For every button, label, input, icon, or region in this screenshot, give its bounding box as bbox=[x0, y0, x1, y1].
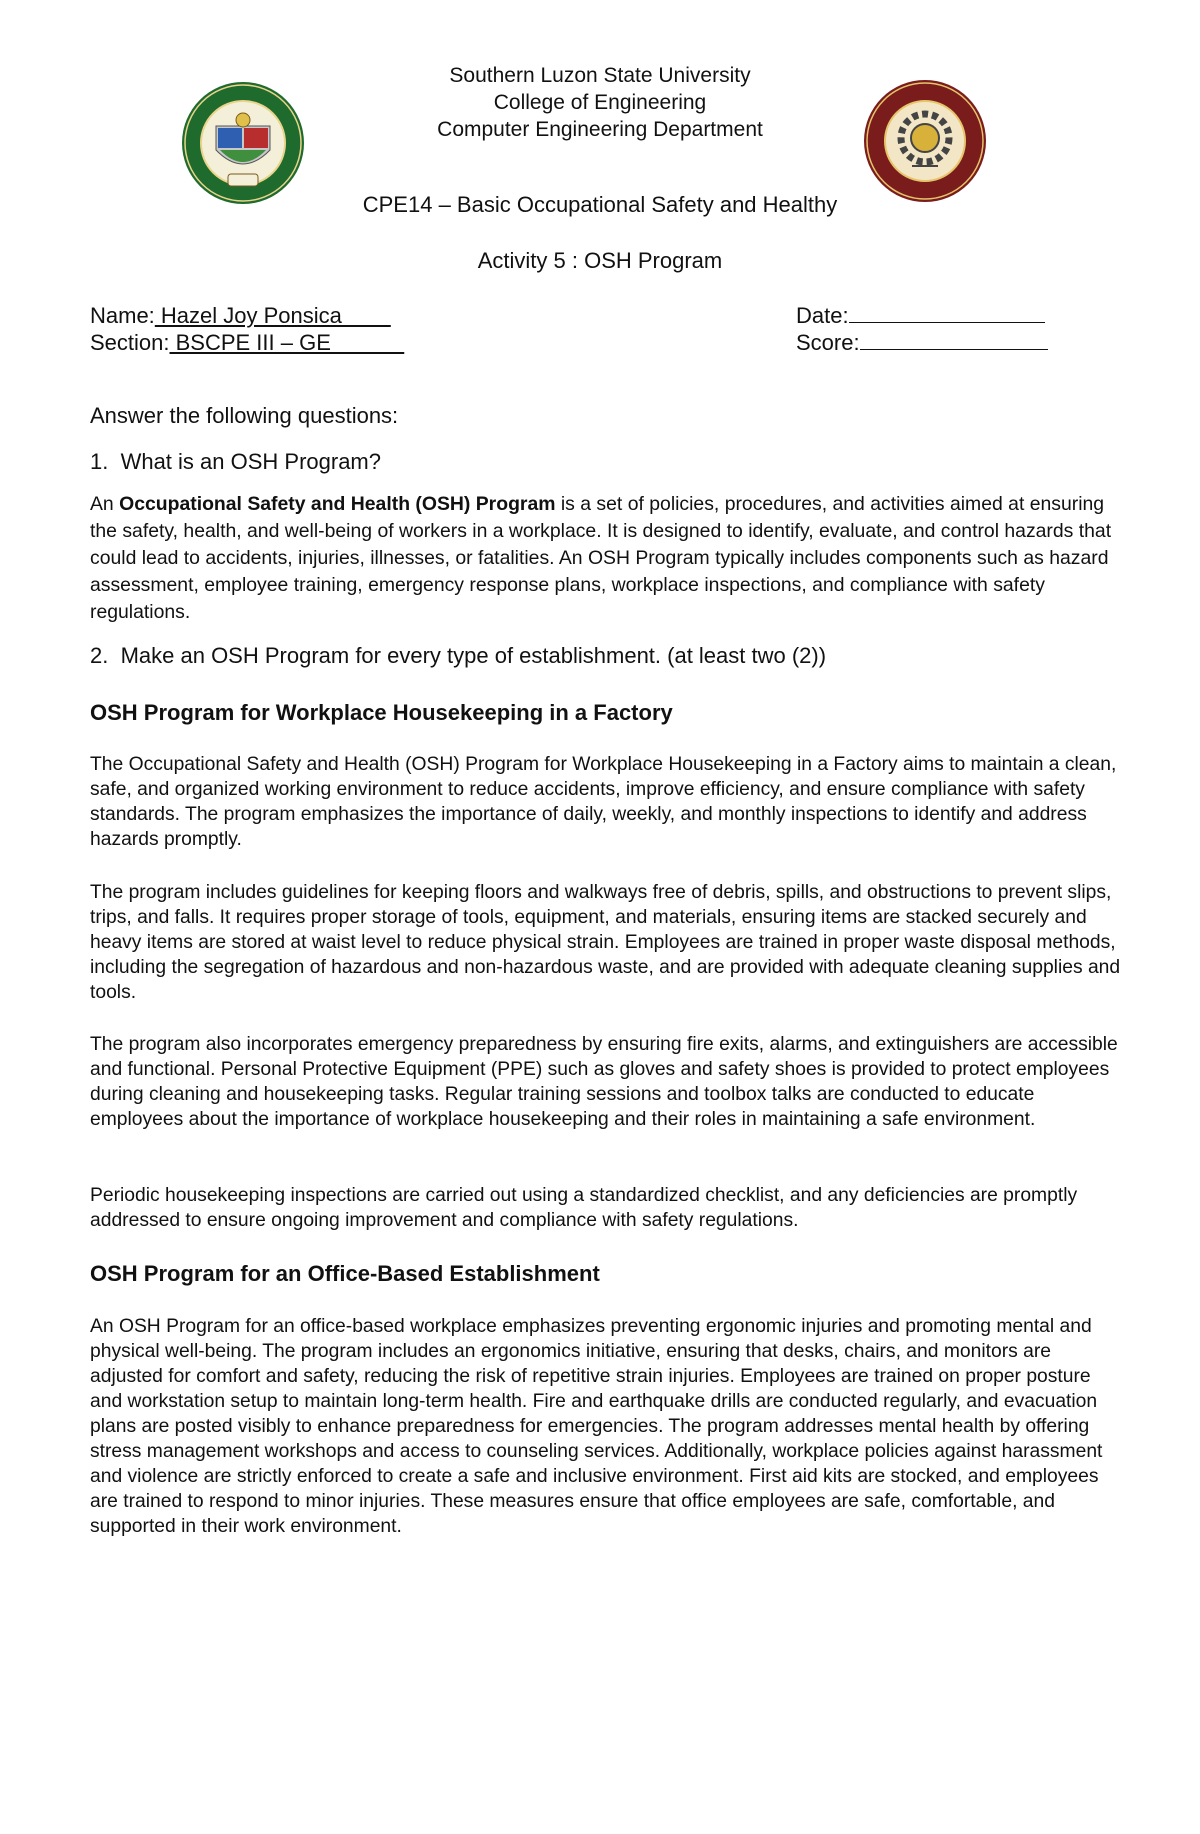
score-field bbox=[796, 330, 1048, 356]
section-1-heading: OSH Program for Workplace Housekeeping in a Factory bbox=[90, 700, 673, 725]
section-1-paragraph-2: The program includes guidelines for keeping floors and walkways free of debris, spills, and obstructions to prevent slips, trips, and falls. It requires proper storage of tools, equipment, and materials, ensuring items are stacked securely and heavy items are stored at waist level to reduce physical strain. Employees are trained in proper waste disposal methods, including the segregation of hazardous and non-hazardous waste, and are provided with adequate cleaning supplies and tools. bbox=[90, 882, 1121, 1003]
question-1: 1. What is an OSH Program? bbox=[90, 449, 381, 474]
section-1-paragraph-1: The Occupational Safety and Health (OSH) Program for Workplace Housekeeping in a Factory aims to maintain a clean, safe, and organized working environment to reduce accidents, improve efficiency, and ensure compliance with safety standards. The program emphasizes the importance of daily, weekly, and monthly inspections to identify and address hazards promptly. bbox=[90, 754, 1117, 850]
score-blank bbox=[860, 331, 1048, 350]
answer-1-intro: An bbox=[90, 493, 120, 515]
section-field bbox=[90, 330, 404, 356]
college-name: College of Engineering bbox=[493, 91, 707, 114]
date-field bbox=[796, 303, 1045, 329]
university-name: Southern Luzon State University bbox=[449, 64, 751, 87]
name-field bbox=[90, 303, 391, 329]
section-1-paragraph-4: Periodic housekeeping inspections are carried out using a standardized checklist, and any deficiencies are promptly addressed to ensure ongoing improvement and compliance with safety regulations. bbox=[90, 1185, 1078, 1231]
section-2-heading: OSH Program for an Office-Based Establishment bbox=[90, 1261, 600, 1286]
activity-title: Activity 5 : OSH Program bbox=[477, 248, 723, 273]
name-value: Hazel Joy Ponsica bbox=[154, 303, 391, 328]
instructions: Answer the following questions: bbox=[90, 403, 399, 428]
date-label: Date: bbox=[796, 303, 849, 328]
section-label: Section: bbox=[90, 330, 170, 355]
course-title: CPE14 – Basic Occupational Safety and Healthy bbox=[362, 192, 838, 217]
name-label: Name: bbox=[90, 303, 155, 328]
section-2-paragraph-1: An OSH Program for an office-based workplace emphasizes preventing ergonomic injuries and promoting mental and physical well-being. The program includes an ergonomics initiative, ensuring that desks, chairs, and monitors are adjusted for comfort and safety, reducing the risk of repetitive strain injuries. Employees are trained on proper posture and workstation setup to maintain long-term health. Fire and earthquake drills are conducted regularly, and evacuation plans are posted visibly to enhance preparedness for emergencies. The program addresses mental health by offering stress management workshops and access to counseling services. Additionally, workplace policies against harassment and violence are strictly enforced to create a safe and inclusive environment. First aid kits are stocked, and employees are trained to respond to minor injuries. These measures ensure that office employees are safe, comfortable, and supported in their work environment. bbox=[90, 1316, 1103, 1537]
answer-1-term: Occupational Safety and Health (OSH) Program bbox=[119, 493, 556, 515]
answer-1-body: is a set of policies, procedures, and activities aimed at ensuring the safety, health, and well-being of workers in a workplace. It is designed to identify, evaluate, and control hazards that could lead to accidents, injuries, illnesses, or fatalities. An OSH Program typically includes components such as hazard assessment, employee training, emergency response plans, workplace inspections, and compliance with safety regulations. bbox=[90, 493, 1112, 623]
score-label: Score: bbox=[796, 330, 860, 355]
department-name: Computer Engineering Department bbox=[437, 118, 763, 141]
section-value: BSCPE III – GE bbox=[169, 330, 405, 355]
date-blank bbox=[849, 304, 1045, 323]
section-1-paragraph-3: The program also incorporates emergency preparedness by ensuring fire exits, alarms, and extinguishers are accessible and functional. Personal Protective Equipment (PPE) such as gloves and safety shoes is provided to protect employees during cleaning and housekeeping tasks. Regular training sessions and toolbox talks are conducted to educate employees about the importance of workplace housekeeping and their roles in maintaining a safe environment. bbox=[90, 1034, 1118, 1130]
question-2: 2. Make an OSH Program for every type of establishment. (at least two (2)) bbox=[90, 643, 827, 668]
document-header bbox=[0, 62, 1200, 143]
answer-1 bbox=[90, 491, 1120, 626]
